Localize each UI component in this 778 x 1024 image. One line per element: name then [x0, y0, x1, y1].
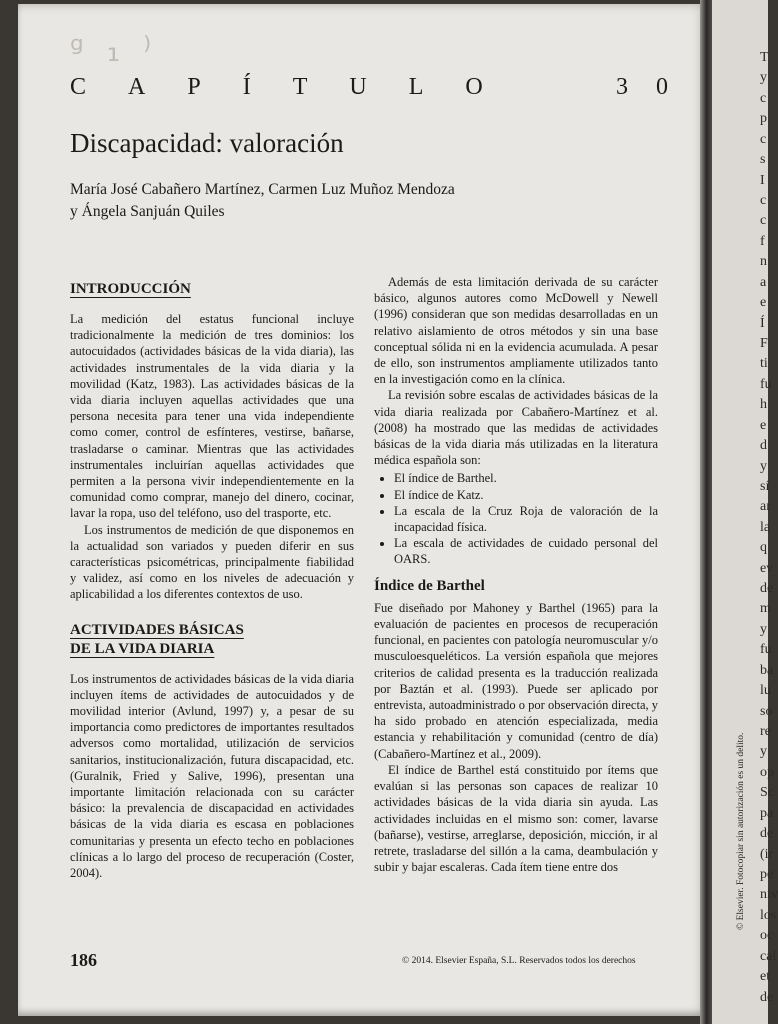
next-page-fragment: ev	[760, 560, 774, 576]
next-page-fragment: los	[760, 907, 777, 923]
next-page-fragment: s	[760, 152, 766, 168]
chapter-heading	[70, 74, 670, 101]
right-column	[374, 274, 658, 875]
chapter-letter: O	[465, 74, 485, 100]
chapter-title: Discapacidad: valoración	[70, 128, 344, 158]
next-page-fragment: y	[760, 744, 767, 760]
next-page-fragment: p	[760, 111, 767, 127]
chapter-letter: P	[187, 74, 203, 100]
next-page-fragment: c	[760, 131, 767, 147]
paragraph: Los instrumentos de medición de que disponemos en la actualidad son variados y pueden diferir en sus características psicométricas, principalmente fiabilidad y validez, así como en los niveles de adecuación y aplicabilidad a los diferentes contextos de uso.	[70, 522, 354, 602]
subsection-heading-barthel: Índice de Barthel	[374, 577, 485, 594]
next-page-fragment: lu	[760, 683, 771, 699]
chapter-word	[70, 74, 485, 101]
photocopy-notice: © Elsevier. Fotocopiar sin autorización es un delito.	[736, 732, 746, 930]
next-page-fragment: T	[760, 50, 769, 65]
section-heading-line: DE LA VIDA DIARIA	[70, 640, 215, 657]
chapter-letter: U	[349, 74, 369, 100]
next-page-fragment: ar	[760, 499, 771, 515]
list-item: • El índice de Barthel.	[394, 470, 658, 486]
next-page-fragment: f	[760, 233, 765, 249]
paragraph: Además de esta limitación derivada de su carácter básico, algunos autores como McDowell y Newell (1996) consideran que son medidas desarrolladas en un relativo aislamiento de otros métodos y sin una base conceptual sólida ni en la evidencia acumulada. A pesar de ello, son instrumentos ampliamente utilizados tanto en la investigación como en la clínica.	[374, 275, 658, 387]
next-page-fragment: oc	[760, 928, 774, 944]
authors-line: María José Cabañero Martínez, Carmen Luz Muñoz Mendoza	[70, 181, 455, 198]
next-page-fragment: y	[760, 458, 767, 474]
next-page-fragment: niv	[760, 887, 778, 903]
section-heading-introduccion: INTRODUCCIÓN	[70, 281, 191, 297]
chapter-letter: L	[408, 74, 426, 100]
next-page-fragment: de	[760, 989, 774, 1005]
next-page-fragment: y	[760, 621, 767, 637]
next-page-fragment: pe	[760, 867, 774, 883]
chapter-letter: C	[70, 74, 89, 100]
authors-line: y Ángela Sanjuán Quiles	[70, 203, 225, 220]
next-page-fragment: ti	[760, 356, 768, 372]
next-page-fragment: ba	[760, 662, 774, 678]
scale-list	[374, 470, 658, 567]
next-page-fragment: c	[760, 90, 767, 106]
next-page-fragment: e	[760, 295, 767, 311]
next-page-fragment: et	[760, 969, 771, 985]
paragraph: La medición del estatus funcional incluye tradicionalmente la medición de tres dominios: los autocuidados (actividades básicas de la vida diaria), las actividades instrumentales de la vida diaria y la movilidad (Katz, 1983). Las actividades básicas de la vida diaria incluyen aquellas actividades que una persona necesita para tener una vida independiente como comer, control de esfínteres, vestirse, bañarse, trasladarse o caminar. Mientras que las actividades instrumentales incluirían aquellas actividades que permiten a la persona vivir independientemente en la comunidad como comprar, manejo del dinero, cocinar, lavar la ropa, uso del teléfono, uso del trasporte, etc.	[70, 312, 354, 521]
next-page-fragment: fu	[760, 376, 772, 392]
list-item: • El índice de Katz.	[394, 487, 658, 503]
chapter-letter: Í	[242, 74, 253, 100]
next-page-fragment: c	[760, 192, 767, 208]
next-page-fragment: cal	[760, 948, 777, 964]
next-page-fragment: e	[760, 417, 767, 433]
stamp-mark: ᵍ ₁ ⁾	[70, 30, 158, 70]
next-page-fragment: y	[760, 70, 767, 86]
next-page-fragment: fu	[760, 642, 772, 658]
next-page-fragment: so	[760, 703, 773, 719]
next-page-fragment: m	[760, 601, 771, 617]
next-page-fragment: de	[760, 826, 774, 842]
section-heading-actividades-basicas	[70, 621, 354, 659]
next-page-fragment: de	[760, 581, 774, 597]
list-item: • La escala de actividades de cuidado personal del OARS.	[394, 535, 658, 567]
next-page-fragment: F	[760, 335, 768, 351]
next-page-fragment: op	[760, 764, 774, 780]
paragraph: La revisión sobre escalas de actividades básicas de la vida diaria realizada por Cabañero-Martínez et al. (2008) ha mostrado que las medidas de actividades básicas de la vida diaria más utilizadas en la literatura médica española son:	[374, 388, 658, 468]
chapter-number	[616, 74, 670, 101]
next-page-fragment: (ir	[760, 846, 774, 862]
paragraph: Los instrumentos de actividades básicas de la vida diaria incluyen ítems de actividades de autocuidados y de movilidad interior (Avlund, 1997) y, a pesar de su importancia como predictores de importantes resultados adversos como mortalidad, utilización de servicios sanitarios, institucionalización, futura discapacidad, etc. (Guralnik, Fried y Salive, 1996), presentan una importante limitación relacionada con su carácter básico: la prevalencia de discapacidad en actividades básicas de la vida diaria es escasa en poblaciones comunitarias y presenta un efecto techo en poblaciones clínicas a lo largo del proceso de recuperación (Coster, 2004).	[70, 671, 354, 881]
chapter-letter: T	[292, 74, 310, 100]
next-page-fragment: Sc	[760, 785, 774, 801]
paragraph: Fue diseñado por Mahoney y Barthel (1965) para la evaluación de pacientes en procesos de recuperación funcional, en pacientes con patología neuromuscular y/o musculoesqueléticos. La versión española que mejores criterios de calidad presenta es la traducción realizada por Baztán et al. (1993). Puede ser aplicado por entrevista, autoadministrado o por observación directa, y ha sido probado en atención especializada, media estancia y rehabilitación y comunidad (centro de día) (Cabañero-Martínez et al., 2009).	[374, 600, 658, 761]
book-page	[18, 4, 708, 1016]
paragraph: El índice de Barthel está constituido por ítems que evalúan si las personas son capaces de realizar 10 actividades básicas de la vida diaria sin ayuda. Las actividades incluidas en el mismo son: comer, lavarse (bañarse), vestirse, arreglarse, deposición, micción, ir al retrete, trasladarse del sillón a la cama, deambulación y subir y bajar escaleras. Cada ítem tiene entre dos	[374, 762, 658, 875]
next-page-fragment: pa	[760, 805, 774, 821]
next-page-fragment: la	[760, 519, 771, 535]
list-item: • La escala de la Cruz Roja de valoración de la incapacidad física.	[394, 503, 658, 535]
section-heading-line: ACTIVIDADES BÁSICAS	[70, 621, 244, 638]
next-page-fragment: d	[760, 438, 767, 454]
left-column	[70, 272, 354, 881]
next-page-fragment: n	[760, 254, 767, 270]
copyright-notice: © 2014. Elsevier España, S.L. Reservados todos los derechos	[402, 956, 636, 966]
next-page-fragment: h	[760, 397, 767, 413]
next-page-fragment: Í	[760, 315, 765, 331]
next-page-fragment: re	[760, 724, 771, 740]
authors	[70, 179, 590, 223]
page-number: 186	[70, 950, 97, 970]
next-page-fragment: q	[760, 540, 767, 556]
next-page-fragment: c	[760, 213, 767, 229]
chapter-letter: A	[128, 74, 148, 100]
chapter-digit: 3	[616, 74, 630, 100]
next-page-fragment: sí	[760, 478, 770, 494]
next-page-fragment: I	[760, 172, 765, 188]
next-page-fragment: a	[760, 274, 767, 290]
chapter-digit: 0	[656, 74, 670, 100]
